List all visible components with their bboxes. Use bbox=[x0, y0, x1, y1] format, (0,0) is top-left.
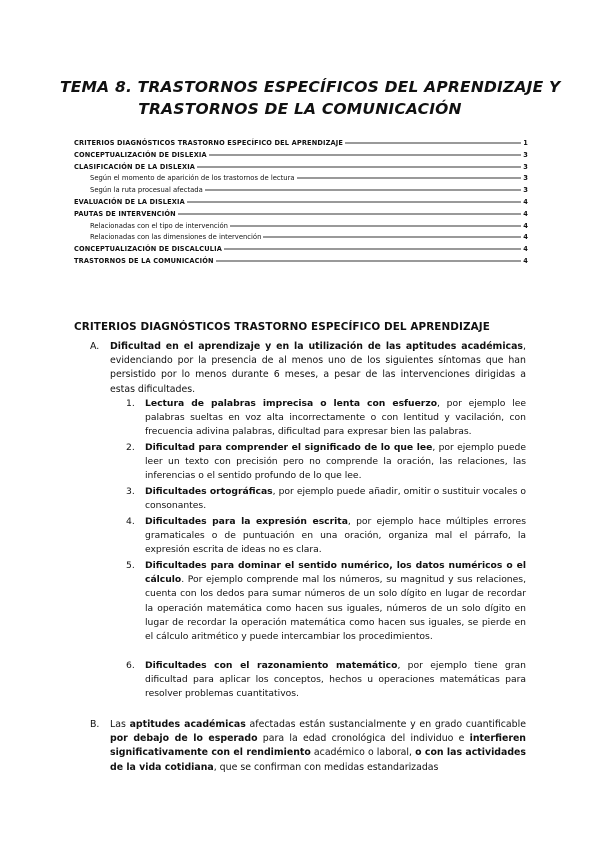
toc-entry[interactable] bbox=[74, 174, 528, 186]
subcriterion-bold-text: Dificultades con el razonamiento matemático bbox=[145, 660, 398, 671]
toc-entry-label: EVALUACIÓN DE LA DISLEXIA bbox=[74, 197, 185, 206]
criterion-text: para la edad cronológica del individuo e bbox=[257, 733, 470, 745]
toc-entry-page: 4 bbox=[523, 209, 528, 218]
criterion-a bbox=[90, 340, 526, 397]
toc-entry-page: 4 bbox=[523, 245, 528, 254]
subcriterion-text: , por ejemplo lee palabras sueltas en voz alta incorrectamente o con lentitud y vacilación, con frecuencia adivina palabras, dificultad para expresar bien las palabras. bbox=[145, 398, 526, 438]
criterion-marker: A. bbox=[90, 341, 100, 352]
toc-entry[interactable] bbox=[74, 233, 528, 245]
subcriterion-marker: 6. bbox=[126, 660, 135, 671]
criterion-bold-text: por debajo de lo esperado bbox=[110, 733, 258, 745]
toc-entry-page: 3 bbox=[523, 174, 528, 183]
toc-entry[interactable] bbox=[74, 163, 528, 175]
toc-entry[interactable] bbox=[74, 257, 528, 269]
toc-entry-label: CONCEPTUALIZACIÓN DE DISCALCULIA bbox=[74, 245, 222, 254]
toc-entry-label: PAUTAS DE INTERVENCIÓN bbox=[74, 209, 176, 218]
toc-entry-page: 4 bbox=[523, 221, 528, 230]
toc-entry[interactable] bbox=[74, 151, 528, 163]
criterion-bold-text: interfieren significativamente con el rendimiento bbox=[110, 733, 526, 759]
toc-entry-label: TRASTORNOS DE LA COMUNICACIÓN bbox=[74, 256, 214, 265]
subcriterion-bold-text: Dificultades ortográficas bbox=[145, 486, 273, 497]
toc-entry[interactable] bbox=[74, 210, 528, 222]
subcriterion-bold-text: Dificultades para dominar el sentido numérico, los datos numéricos o el cálculo bbox=[145, 560, 526, 586]
subcriterion-6 bbox=[126, 659, 526, 702]
toc-entry-page: 3 bbox=[523, 150, 528, 159]
subcriterion-marker: 2. bbox=[126, 442, 135, 453]
toc-entry[interactable] bbox=[74, 186, 528, 198]
toc-entry[interactable] bbox=[74, 139, 528, 151]
toc-entry[interactable] bbox=[74, 198, 528, 210]
toc-entry-label: Según el momento de aparición de los trastornos de lectura bbox=[90, 174, 295, 183]
subcriterion-text: , por ejemplo hace múltiples errores gramaticales o de puntuación en una oración, organiza mal el párrafo, la expresión escrita de ideas no es clara. bbox=[145, 516, 526, 556]
criterion-b bbox=[90, 718, 526, 775]
toc-entry-page: 3 bbox=[523, 162, 528, 171]
toc-entry-page: 1 bbox=[523, 139, 528, 147]
subcriterion-3 bbox=[126, 485, 526, 513]
section-heading: CRITERIOS DIAGNÓSTICOS TRASTORNO ESPECÍFICO DEL APRENDIZAJE bbox=[74, 321, 490, 333]
subcriterion-marker: 5. bbox=[126, 560, 135, 571]
subcriterion-5 bbox=[126, 559, 526, 644]
toc-entry-label: Relacionadas con las dimensiones de intervención bbox=[90, 233, 262, 242]
subcriterion-bold-text: Dificultades para la expresión escrita bbox=[145, 516, 348, 527]
toc-entry-label: Según la ruta procesual afectada bbox=[90, 186, 203, 195]
subcriterion-text: , por ejemplo puede añadir, omitir o sustituir vocales o consonantes. bbox=[145, 486, 526, 512]
subcriterion-text: , por ejemplo puede leer un texto con precisión pero no comprende la oración, las relaciones, las inferencias o el sentido profundo de lo que lee. bbox=[145, 442, 526, 482]
title-line-2: TRASTORNOS DE LA COMUNICACIÓN bbox=[138, 100, 462, 118]
subcriterion-marker: 1. bbox=[126, 398, 135, 409]
subcriterion-4 bbox=[126, 515, 526, 558]
toc-entry-label: Relacionadas con el tipo de intervención bbox=[90, 221, 228, 230]
criterion-bold-text: o con las actividades de la vida cotidiana bbox=[110, 747, 526, 773]
subcriterion-bold-text: Lectura de palabras imprecisa o lenta con esfuerzo bbox=[145, 398, 438, 409]
subcriterion-2 bbox=[126, 441, 526, 484]
toc-entry[interactable] bbox=[74, 245, 528, 257]
subcriterion-bold-text: Dificultad para comprender el significado de lo que lee bbox=[145, 442, 433, 453]
subcriterion-marker: 3. bbox=[126, 486, 135, 497]
criterion-marker: B. bbox=[90, 719, 100, 730]
criterion-text: Las bbox=[110, 719, 130, 730]
subcriterion-1 bbox=[126, 397, 526, 440]
criterion-text: afectadas están sustancialmente y en grado cuantificable bbox=[245, 719, 526, 730]
subcriterion-marker: 4. bbox=[126, 516, 135, 527]
toc-entry-label: CLASIFICACIÓN DE LA DISLEXIA bbox=[74, 162, 196, 171]
criterion-text: , evidenciando por la presencia de al menos uno de los siguientes síntomas que han persistido por lo menos durante 6 meses, a pesar de las intervenciones dirigidas a estas dificultades. bbox=[110, 341, 526, 395]
criterion-text: , que se confirman con medidas estandarizadas bbox=[213, 761, 439, 773]
document-title bbox=[60, 76, 561, 120]
table-of-contents bbox=[74, 139, 528, 269]
toc-entry-label: CRITERIOS DIAGNÓSTICOS TRASTORNO ESPECÍFICO DEL APRENDIZAJE bbox=[74, 139, 344, 147]
toc-entry-label: CONCEPTUALIZACIÓN DE DISLEXIA bbox=[74, 150, 207, 159]
criterion-bold-text: Dificultad en el aprendizaje y en la utilización de las aptitudes académicas bbox=[110, 341, 524, 352]
toc-entry-page: 4 bbox=[523, 256, 528, 265]
criterion-text: académico o laboral, bbox=[310, 747, 416, 759]
subcriterion-text: , por ejemplo tiene gran dificultad para aplicar los conceptos, hechos u operaciones matemáticas para resolver problemas cuantitativos. bbox=[145, 660, 526, 700]
toc-entry[interactable] bbox=[74, 222, 528, 234]
toc-entry-page: 4 bbox=[523, 197, 528, 206]
criterion-bold-text: aptitudes académicas bbox=[129, 719, 246, 730]
subcriterion-text: . Por ejemplo comprende mal los números, su magnitud y sus relaciones, cuenta con los dedos para sumar números de un solo dígito en lugar de recordar la operación matemática como hacen sus iguales, números de un solo dígito en lugar de recordar la operación matemática como hacen sus iguales, se pierde en el cálculo aritmético y puede intercambiar los procedimientos. bbox=[145, 574, 526, 643]
toc-entry-page: 3 bbox=[523, 186, 528, 195]
toc-entry-page: 4 bbox=[523, 233, 528, 242]
title-line-1: TEMA 8. TRASTORNOS ESPECÍFICOS DEL APRENDIZAJE Y bbox=[60, 78, 561, 96]
